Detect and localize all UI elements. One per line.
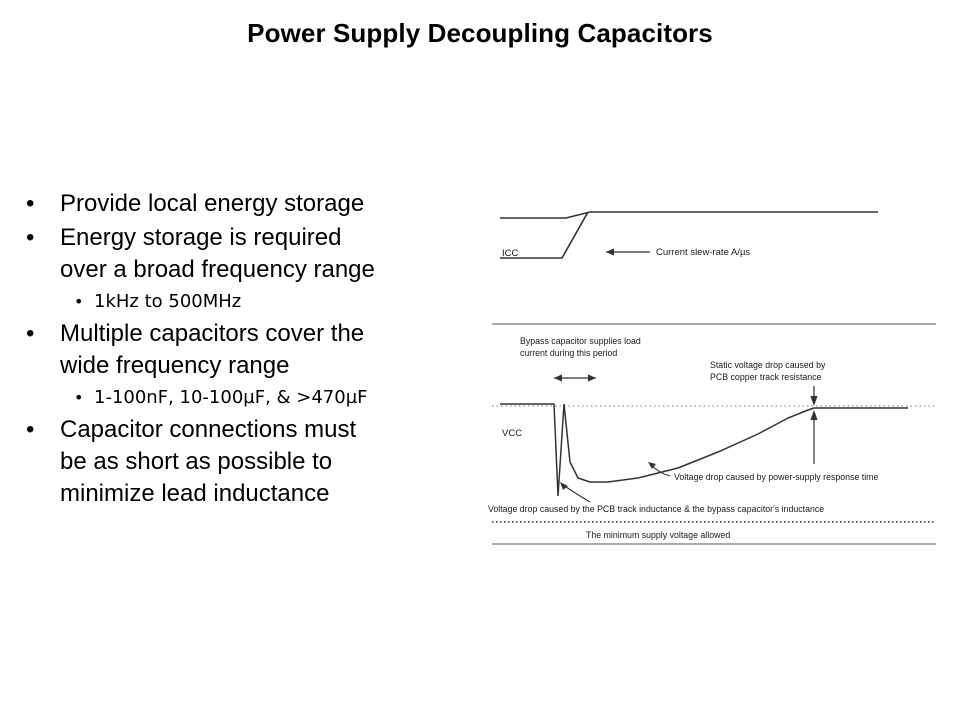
bullet-marker: • [26,320,35,347]
power-supply-waveform-diagram [478,196,948,556]
list-item-line: 1kHz to 500MHz [94,291,242,312]
static-drop-label-line1: Static voltage drop caused by [710,360,826,370]
list-item [22,222,472,286]
slew-rate-annotation [606,247,750,258]
min-supply-label: The minimum supply voltage allowed [586,530,731,540]
bullet-marker: • [74,388,84,407]
bullet-list [22,188,472,512]
list-item-sub [22,288,472,316]
response-time-label: Voltage drop caused by power-supply response time [674,472,879,482]
list-item-line: Capacitor connections must [60,416,357,443]
inductance-drop-label: Voltage drop caused by the PCB track inductance & the bypass capacitor's inductance [488,504,825,514]
list-item-line: be as short as possible to [60,448,333,475]
list-item-line: Multiple capacitors cover the [60,320,365,347]
static-drop-label-line2: PCB copper track resistance [710,372,822,382]
list-item [22,318,472,382]
bullet-marker: • [74,292,84,311]
bypass-supply-label-line2: current during this period [520,348,618,358]
vcc-waveform [500,404,908,496]
list-item-sub [22,384,472,412]
list-item [22,188,472,220]
list-item-line: Energy storage is required [60,224,342,251]
list-item-line: over a broad frequency range [60,256,375,283]
bullet-marker: • [26,190,35,217]
list-item-line: 1-100nF, 10-100µF, & >470µF [94,387,368,408]
list-item [22,414,472,510]
slew-rate-label: Current slew-rate A/µs [656,247,751,258]
page-title: Power Supply Decoupling Capacitors [247,18,713,48]
list-item-line: minimize lead inductance [60,480,330,507]
icc-waveform [500,212,878,218]
response-time-annotation [648,462,879,482]
bypass-period-arrow [554,374,596,381]
bypass-supply-label-line1: Bypass capacitor supplies load [520,336,641,346]
bullet-marker: • [26,224,35,251]
inductance-drop-annotation [488,482,824,514]
list-item-line: wide frequency range [60,352,290,379]
vcc-label: VCC [502,428,523,439]
static-drop-arrow [810,386,817,464]
list-item-line: Provide local energy storage [60,190,365,217]
icc-label: ICC [502,248,519,259]
bullet-marker: • [26,416,35,443]
